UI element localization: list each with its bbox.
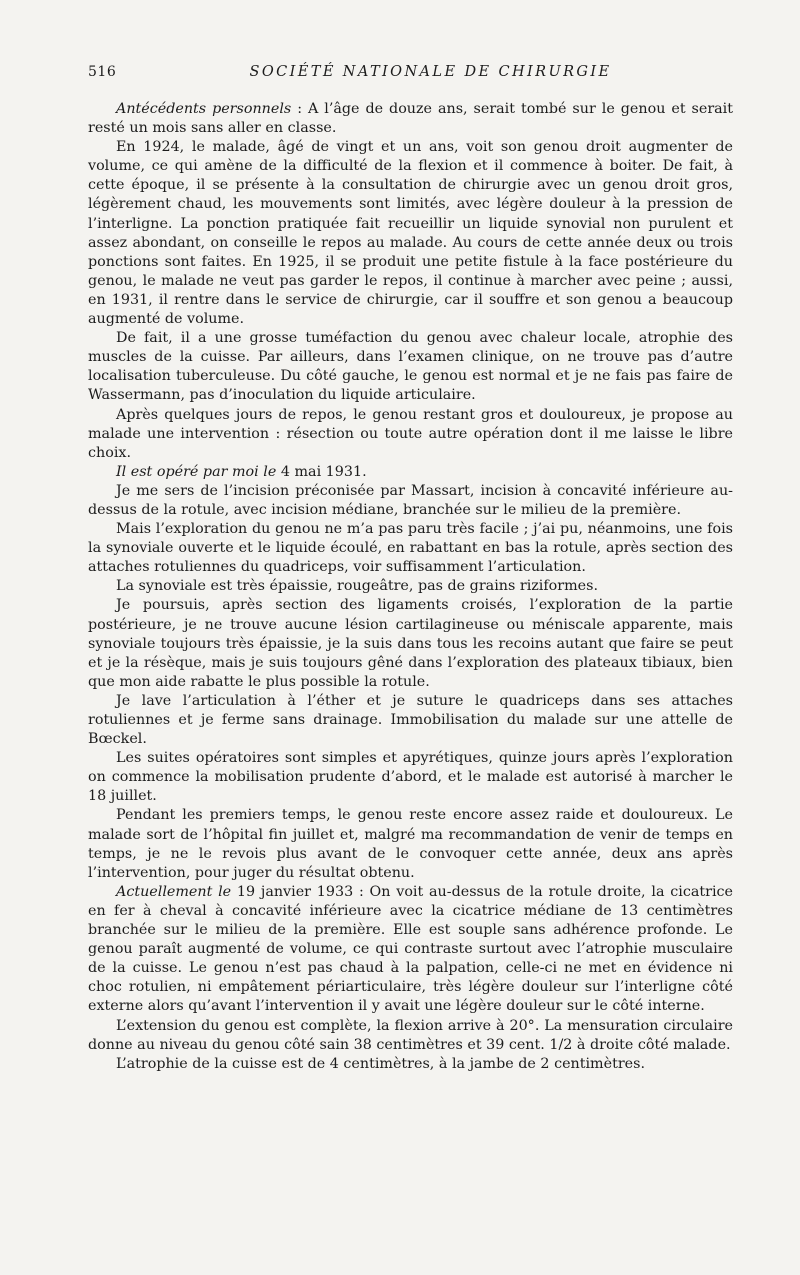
running-title: SOCIÉTÉ NATIONALE DE CHIRURGIE	[249, 64, 612, 80]
paragraph	[88, 406, 733, 463]
paragraph-text: L’extension du genou est complète, la flexion arrive à 20°. La mensuration circulaire donne au niveau du genou côté sain 38 centimètres et 39 cent. 1/2 à droite côté malade.	[88, 1017, 733, 1053]
paragraph	[88, 883, 733, 1017]
paragraph	[88, 1017, 733, 1055]
paragraph-lead: Il est opéré par moi le	[116, 463, 277, 480]
paragraph	[88, 749, 733, 806]
paragraph-text: 19 janvier 1933 : On voit au-dessus de la rotule droite, la cicatrice en fer à cheval à concavité inférieure avec la cicatrice médiane de 13 centimètres branchée sur le milieu de la première. Elle est souple sans adhérence profonde. Le genou paraît augmenté de volume, ce qui contraste surtout avec l’atrophie musculaire de la cuisse. Le genou n’est pas chaud à la palpation, celle-ci ne met en évidence ni choc rotulien, ni empâtement périarticulaire, très légère douleur sur l’interligne côté externe alors qu’avant l’intervention il y avait une légère douleur sur le côté interne.	[88, 883, 733, 1015]
paragraph	[88, 577, 733, 596]
paragraph-text: Après quelques jours de repos, le genou restant gros et douloureux, je propose au malade une intervention : résection ou toute autre opération dont il me laisse le libre choix.	[88, 406, 733, 461]
paragraph-text: De fait, il a une grosse tuméfaction du genou avec chaleur locale, atrophie des muscles de la cuisse. Par ailleurs, dans l’examen clinique, on ne trouve pas d’autre localisation tuberculeuse. Du côté gauche, le genou est normal et je ne fais pas faire de Wassermann, pas d’inoculation du liquide articulaire.	[88, 330, 733, 404]
paragraph	[88, 463, 733, 482]
paragraph	[88, 482, 733, 520]
paragraph-text: L’atrophie de la cuisse est de 4 centimètres, à la jambe de 2 centimètres.	[116, 1055, 645, 1072]
paragraph-text: Je lave l’articulation à l’éther et je suture le quadriceps dans ses attaches rotuliennes et je ferme sans drainage. Immobilisation du malade sur une attelle de Bœckel.	[88, 692, 733, 748]
paragraph	[88, 692, 733, 749]
paragraph	[88, 138, 733, 329]
paragraph	[88, 1055, 733, 1074]
paragraph-text: Je poursuis, après section des ligaments croisés, l’exploration de la partie postérieure, je ne trouve aucune lésion cartilagineuse ou méniscale apparente, mais synoviale toujours très épaissie, je la suis dans tous les recoins autant que faire se peut et je la résèque, mais je suis toujours gêné dans l’exploration des plateaux tibiaux, bien que mon aide rabatte le plus possible la rotule.	[88, 597, 733, 690]
paragraph-text: Les suites opératoires sont simples et apyrétiques, quinze jours après l’exploration on commence la mobilisation prudente d’abord, et le malade est autorisé à marcher le 18 juillet.	[88, 750, 733, 805]
paragraph	[88, 100, 733, 138]
paragraph	[88, 520, 733, 577]
page-number: 516	[88, 64, 117, 80]
paragraph-lead: Antécédents personnels	[116, 101, 292, 117]
paragraph-lead: Actuellement le	[116, 883, 232, 900]
paragraph-text: Pendant les premiers temps, le genou reste encore assez raide et douloureux. Le malade sort de l’hôpital fin juillet et, malgré ma recommandation de venir de temps en temps, je ne le revois plus avant de le convoquer cette année, deux ans après l’intervention, pour juger du résultat obtenu.	[88, 807, 733, 881]
page-header	[88, 64, 733, 86]
paragraph	[88, 806, 733, 882]
paragraph-text: La synoviale est très épaissie, rougeâtre, pas de grains riziformes.	[116, 578, 599, 595]
paragraph-text: : A l’âge de douze ans, serait tombé sur le genou et serait resté un mois sans aller en classe.	[88, 101, 733, 137]
paragraph	[88, 329, 733, 405]
paragraph-text: En 1924, le malade, âgé de vingt et un ans, voit son genou droit augmenter de volume, ce qui amène de la difficulté de la flexion et il commence à boiter. De fait, à cette époque, il se présente à la consultation de chirurgie avec un genou droit gros, légèrement chaud, les mouvements sont limités, avec légère douleur à la pression de l’interligne. La ponction pratiquée fait recueillir un liquide synovial non purulent et assez abondant, on conseille le repos au malade. Au cours de cette année deux ou trois ponctions sont faites. En 1925, il se produit une petite fistule à la face postérieure du genou, le malade ne veut pas garder le repos, il continue à marcher avec peine ; aussi, en 1931, il rentre dans le service de chirurgie, car il souffre et son genou a beaucoup augmenté de volume.	[88, 139, 733, 328]
paragraph-text: Mais l’exploration du genou ne m’a pas paru très facile ; j’ai pu, néanmoins, une fois la synoviale ouverte et le liquide écoulé, en rabattant en bas la rotule, après section des attaches rotuliennes du quadriceps, voir suffisamment l’articulation.	[88, 521, 733, 576]
paragraph	[88, 596, 733, 691]
paragraph-text: Je me sers de l’incision préconisée par Massart, incision à concavité inférieure au-dessus de la rotule, avec incision médiane, branchée sur le milieu de la première.	[88, 482, 733, 518]
paragraph-text: 4 mai 1931.	[276, 463, 367, 480]
body-text	[88, 100, 733, 1074]
